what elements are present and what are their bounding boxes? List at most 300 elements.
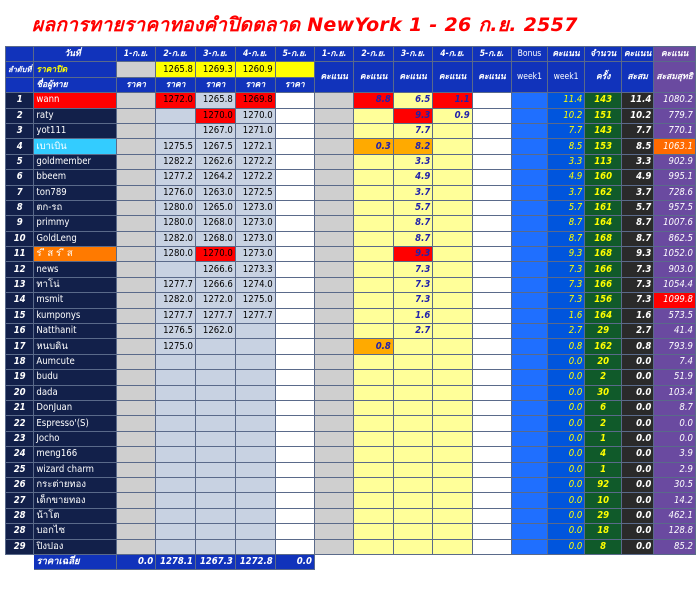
guess-count: 166 [585, 277, 622, 292]
guess-price [116, 139, 155, 154]
net-accumulated: 1063.1 [654, 139, 696, 154]
row-number: 25 [6, 462, 34, 477]
guess-price [116, 154, 155, 169]
bonus-cell [512, 539, 548, 554]
guess-price [195, 447, 235, 462]
bonus-cell [512, 185, 548, 200]
guess-price [116, 416, 155, 431]
player-name: yot111 [34, 123, 117, 138]
week-score: 0.0 [547, 385, 585, 400]
score-sum: 0.0 [621, 539, 653, 554]
day-score: 0.3 [354, 139, 393, 154]
bonus-cell [512, 216, 548, 231]
week-score: 8.7 [547, 216, 585, 231]
day-score [314, 170, 353, 185]
guess-price: 1267.5 [195, 139, 235, 154]
guess-price [235, 477, 275, 492]
guess-price: 1277.7 [195, 308, 235, 323]
day-score [472, 93, 511, 108]
day-score [314, 123, 353, 138]
day-score [433, 524, 472, 539]
net-accumulated: 8.7 [654, 400, 696, 415]
day-score [433, 262, 472, 277]
row-number: 27 [6, 493, 34, 508]
guess-price [235, 508, 275, 523]
guess-price [116, 247, 155, 262]
guess-price [116, 200, 155, 215]
net-accumulated: 793.9 [654, 339, 696, 354]
day-score [472, 354, 511, 369]
accum-sub-header: สะสมสุทธิ [654, 62, 696, 93]
row-number: 20 [6, 385, 34, 400]
guess-price: 1276.0 [156, 185, 196, 200]
guess-price: 1277.2 [156, 170, 196, 185]
table-row [6, 354, 696, 369]
net-accumulated: 0.0 [654, 431, 696, 446]
day-score [314, 293, 353, 308]
guess-price [156, 524, 196, 539]
guess-count: 160 [585, 170, 622, 185]
guess-price [235, 539, 275, 554]
day-score [433, 324, 472, 339]
net-accumulated: 902.9 [654, 154, 696, 169]
guess-price [116, 400, 155, 415]
score-sum: 8.7 [621, 231, 653, 246]
score-sum: 0.0 [621, 354, 653, 369]
player-name: กระต่ายทอง [34, 477, 117, 492]
guess-price: 1273.3 [235, 262, 275, 277]
net-accumulated: 1007.6 [654, 216, 696, 231]
guess-price: 1272.2 [235, 154, 275, 169]
guess-price [195, 385, 235, 400]
bonus-cell [512, 108, 548, 123]
guess-count: 164 [585, 308, 622, 323]
day-score [354, 447, 393, 462]
guess-price [275, 247, 314, 262]
score-header: คะแนน [433, 62, 472, 93]
net-accumulated: 2.9 [654, 462, 696, 477]
guess-price [235, 431, 275, 446]
player-name: บอกไซ [34, 524, 117, 539]
guess-price [275, 462, 314, 477]
guess-count: 20 [585, 354, 622, 369]
day-score: 6.5 [393, 93, 432, 108]
guess-price [235, 493, 275, 508]
score-sum: 4.9 [621, 170, 653, 185]
bonus-header: Bonus [512, 47, 548, 62]
date-header: 1-ก.ย. [314, 47, 353, 62]
day-score [433, 293, 472, 308]
row-number: 8 [6, 200, 34, 215]
day-score [314, 508, 353, 523]
day-score [472, 170, 511, 185]
day-score [314, 139, 353, 154]
table-row [6, 108, 696, 123]
day-score [433, 354, 472, 369]
guess-price [275, 385, 314, 400]
guess-price [235, 400, 275, 415]
guess-price [235, 447, 275, 462]
day-score [314, 462, 353, 477]
table-row [6, 293, 696, 308]
day-score: 8.2 [393, 139, 432, 154]
bonus-cell [512, 170, 548, 185]
net-accumulated: 103.4 [654, 385, 696, 400]
week-score: 0.0 [547, 508, 585, 523]
guess-price [195, 370, 235, 385]
week-score: 9.3 [547, 247, 585, 262]
week-score: 0.0 [547, 370, 585, 385]
guess-count: 18 [585, 524, 622, 539]
guess-price: 1270.0 [195, 247, 235, 262]
guess-price [156, 400, 196, 415]
day-score [472, 524, 511, 539]
player-name: msmit [34, 293, 117, 308]
guess-price [275, 354, 314, 369]
day-score: 9.3 [393, 108, 432, 123]
day-score [314, 277, 353, 292]
guess-price [156, 477, 196, 492]
day-score [433, 231, 472, 246]
guess-count: 113 [585, 154, 622, 169]
row-number: 19 [6, 370, 34, 385]
guess-price [235, 354, 275, 369]
table-row [6, 462, 696, 477]
day-score [472, 185, 511, 200]
day-score [354, 493, 393, 508]
bonus-cell [512, 262, 548, 277]
day-score [354, 154, 393, 169]
guess-price: 1280.0 [156, 200, 196, 215]
score-sum: 9.3 [621, 247, 653, 262]
day-score [393, 431, 432, 446]
close-price: 1269.3 [195, 62, 235, 77]
sum-sub-header: สะสม [621, 62, 653, 93]
day-score [393, 354, 432, 369]
guess-count: 164 [585, 216, 622, 231]
score-sum: 7.7 [621, 123, 653, 138]
score-sum: 10.2 [621, 108, 653, 123]
guess-price: 1273.0 [235, 200, 275, 215]
day-score [354, 247, 393, 262]
row-number: 1 [6, 93, 34, 108]
score-sum: 0.0 [621, 416, 653, 431]
guess-count: 29 [585, 508, 622, 523]
day-score [354, 324, 393, 339]
net-accumulated: 573.5 [654, 308, 696, 323]
table-row [6, 139, 696, 154]
net-accumulated: 995.1 [654, 170, 696, 185]
guess-price [275, 339, 314, 354]
guess-price: 1275.5 [156, 139, 196, 154]
guess-price [156, 123, 196, 138]
day-score: 1.6 [393, 308, 432, 323]
row-number: 12 [6, 262, 34, 277]
week-score: 0.0 [547, 477, 585, 492]
player-name: Aumcute [34, 354, 117, 369]
day-score [314, 385, 353, 400]
day-score [354, 170, 393, 185]
guess-price [235, 462, 275, 477]
day-score [393, 462, 432, 477]
guess-price [275, 493, 314, 508]
player-name: เบาเบิน [34, 139, 117, 154]
day-score [433, 216, 472, 231]
guess-price: 1282.0 [156, 231, 196, 246]
day-score [354, 231, 393, 246]
net-accumulated: 41.4 [654, 324, 696, 339]
week-score: 0.8 [547, 339, 585, 354]
day-score [472, 200, 511, 215]
guess-price [116, 477, 155, 492]
page-title: ผลการทายราคาทองคำปิดตลาด NewYork 1 - 26 ก.ย. 2557 [32, 14, 578, 36]
guess-price [275, 508, 314, 523]
guess-price [116, 385, 155, 400]
table-row [6, 416, 696, 431]
guess-price: 1265.0 [195, 200, 235, 215]
player-name: ปิงปอง [34, 539, 117, 554]
guess-price [235, 524, 275, 539]
day-score [393, 447, 432, 462]
guess-price: 1270.0 [235, 108, 275, 123]
guess-price [156, 462, 196, 477]
bonus-cell [512, 477, 548, 492]
day-score [393, 539, 432, 554]
week-score: 0.0 [547, 431, 585, 446]
day-score [472, 508, 511, 523]
score-sum: 0.0 [621, 385, 653, 400]
guess-count: 92 [585, 477, 622, 492]
week-score: 0.0 [547, 354, 585, 369]
day-score: 8.8 [354, 93, 393, 108]
guess-count: 162 [585, 185, 622, 200]
guess-price [195, 339, 235, 354]
net-accumulated: 779.7 [654, 108, 696, 123]
row-number: 6 [6, 170, 34, 185]
table-row [6, 385, 696, 400]
day-score [433, 539, 472, 554]
guess-price: 1282.0 [156, 293, 196, 308]
score-sum: 11.4 [621, 93, 653, 108]
guess-price [116, 308, 155, 323]
net-accumulated: 728.6 [654, 185, 696, 200]
net-accumulated: 7.4 [654, 354, 696, 369]
day-score [314, 262, 353, 277]
date-header: 4-ก.ย. [433, 47, 472, 62]
guess-price [275, 170, 314, 185]
day-score [472, 462, 511, 477]
guess-price: 1272.0 [195, 293, 235, 308]
week-header: week1 [547, 62, 585, 93]
score-sum: 1.6 [621, 308, 653, 323]
guess-price: 1272.0 [156, 93, 196, 108]
day-score [472, 231, 511, 246]
day-score [472, 262, 511, 277]
day-score [314, 247, 353, 262]
net-accumulated: 128.8 [654, 524, 696, 539]
week-score: 3.7 [547, 185, 585, 200]
day-score [472, 416, 511, 431]
date-header: 5-ก.ย. [472, 47, 511, 62]
score-sum: 0.0 [621, 493, 653, 508]
price-header: ราคา [275, 77, 314, 92]
day-score: 8.7 [393, 231, 432, 246]
bonus-cell [512, 370, 548, 385]
day-score [393, 400, 432, 415]
guess-price [116, 262, 155, 277]
day-score [314, 477, 353, 492]
week-score: 10.2 [547, 108, 585, 123]
row-number: 17 [6, 339, 34, 354]
day-score [354, 123, 393, 138]
guess-count: 143 [585, 123, 622, 138]
day-score [433, 447, 472, 462]
average-price: 1267.3 [195, 554, 235, 569]
day-score [472, 447, 511, 462]
day-score [314, 493, 353, 508]
score-sum: 3.7 [621, 185, 653, 200]
week-score: 0.0 [547, 493, 585, 508]
guess-count: 168 [585, 231, 622, 246]
guess-price [275, 139, 314, 154]
week-score: 7.3 [547, 277, 585, 292]
row-number: 5 [6, 154, 34, 169]
guess-price [275, 477, 314, 492]
guess-price [275, 108, 314, 123]
net-accumulated: 3.9 [654, 447, 696, 462]
guess-price: 1282.2 [156, 154, 196, 169]
guess-count: 143 [585, 93, 622, 108]
score-sum: 8.5 [621, 139, 653, 154]
player-name: dada [34, 385, 117, 400]
row-number: 24 [6, 447, 34, 462]
guess-price [275, 277, 314, 292]
day-score [354, 400, 393, 415]
day-score: 5.7 [393, 200, 432, 215]
table-row [6, 308, 696, 323]
day-score [314, 231, 353, 246]
day-score [433, 277, 472, 292]
day-score [354, 200, 393, 215]
guess-price: 1262.6 [195, 154, 235, 169]
day-score [393, 416, 432, 431]
guess-price [116, 123, 155, 138]
date-header: 5-ก.ย. [275, 47, 314, 62]
day-score: 0.9 [433, 108, 472, 123]
day-score [354, 416, 393, 431]
day-score [354, 277, 393, 292]
score-header: คะแนน [354, 62, 393, 93]
date-header: 4-ก.ย. [235, 47, 275, 62]
guess-price [116, 93, 155, 108]
table-row [6, 123, 696, 138]
net-accumulated: 30.5 [654, 477, 696, 492]
day-score [433, 477, 472, 492]
day-score [314, 108, 353, 123]
guess-price [116, 324, 155, 339]
guess-price [275, 447, 314, 462]
day-score [354, 262, 393, 277]
day-score [472, 123, 511, 138]
guess-price [235, 324, 275, 339]
day-score [354, 293, 393, 308]
day-score [314, 539, 353, 554]
guess-price [116, 508, 155, 523]
guess-price [275, 400, 314, 415]
guess-price: 1272.1 [235, 139, 275, 154]
bonus-cell [512, 400, 548, 415]
day-score [433, 200, 472, 215]
day-score [472, 277, 511, 292]
net-accumulated: 1052.0 [654, 247, 696, 262]
guess-price [195, 524, 235, 539]
player-name: เด็กขายทอง [34, 493, 117, 508]
week-score: 0.0 [547, 416, 585, 431]
day-score [433, 385, 472, 400]
day-score [433, 400, 472, 415]
guess-price: 1266.6 [195, 262, 235, 277]
net-accumulated: 1054.4 [654, 277, 696, 292]
score-sum: 7.3 [621, 277, 653, 292]
day-score [433, 154, 472, 169]
bonus-cell [512, 431, 548, 446]
guess-price [275, 231, 314, 246]
day-score [354, 431, 393, 446]
table-row [6, 477, 696, 492]
row-number: 21 [6, 400, 34, 415]
day-score [314, 93, 353, 108]
score-sum: 0.0 [621, 508, 653, 523]
price-header: ราคา [156, 77, 196, 92]
day-score [472, 339, 511, 354]
player-name: primmy [34, 216, 117, 231]
day-score [314, 370, 353, 385]
guess-price [195, 462, 235, 477]
score-sum: 7.3 [621, 293, 653, 308]
guess-price [156, 508, 196, 523]
player-name: budu [34, 370, 117, 385]
week-score: 1.6 [547, 308, 585, 323]
day-score: 3.3 [393, 154, 432, 169]
guess-price [275, 185, 314, 200]
player-name: ton789 [34, 185, 117, 200]
player-name: raty [34, 108, 117, 123]
day-score: 9.3 [393, 247, 432, 262]
day-score [354, 385, 393, 400]
guess-price [275, 293, 314, 308]
net-accumulated: 85.2 [654, 539, 696, 554]
week-score: 7.7 [547, 123, 585, 138]
table-row [6, 93, 696, 108]
guess-price: 1273.0 [235, 231, 275, 246]
guess-price [116, 185, 155, 200]
table-row [6, 216, 696, 231]
day-score [393, 508, 432, 523]
player-name: น้าโต [34, 508, 117, 523]
header-row-close [6, 62, 696, 77]
score-sum: 0.0 [621, 400, 653, 415]
guess-price [235, 370, 275, 385]
player-name: หนบดิน [34, 339, 117, 354]
table-row [6, 508, 696, 523]
day-score [472, 400, 511, 415]
day-score [472, 431, 511, 446]
player-name: GoldLeng [34, 231, 117, 246]
count-header: จำนวน [585, 47, 622, 62]
row-number: 16 [6, 324, 34, 339]
guess-price [275, 216, 314, 231]
guess-count: 2 [585, 370, 622, 385]
